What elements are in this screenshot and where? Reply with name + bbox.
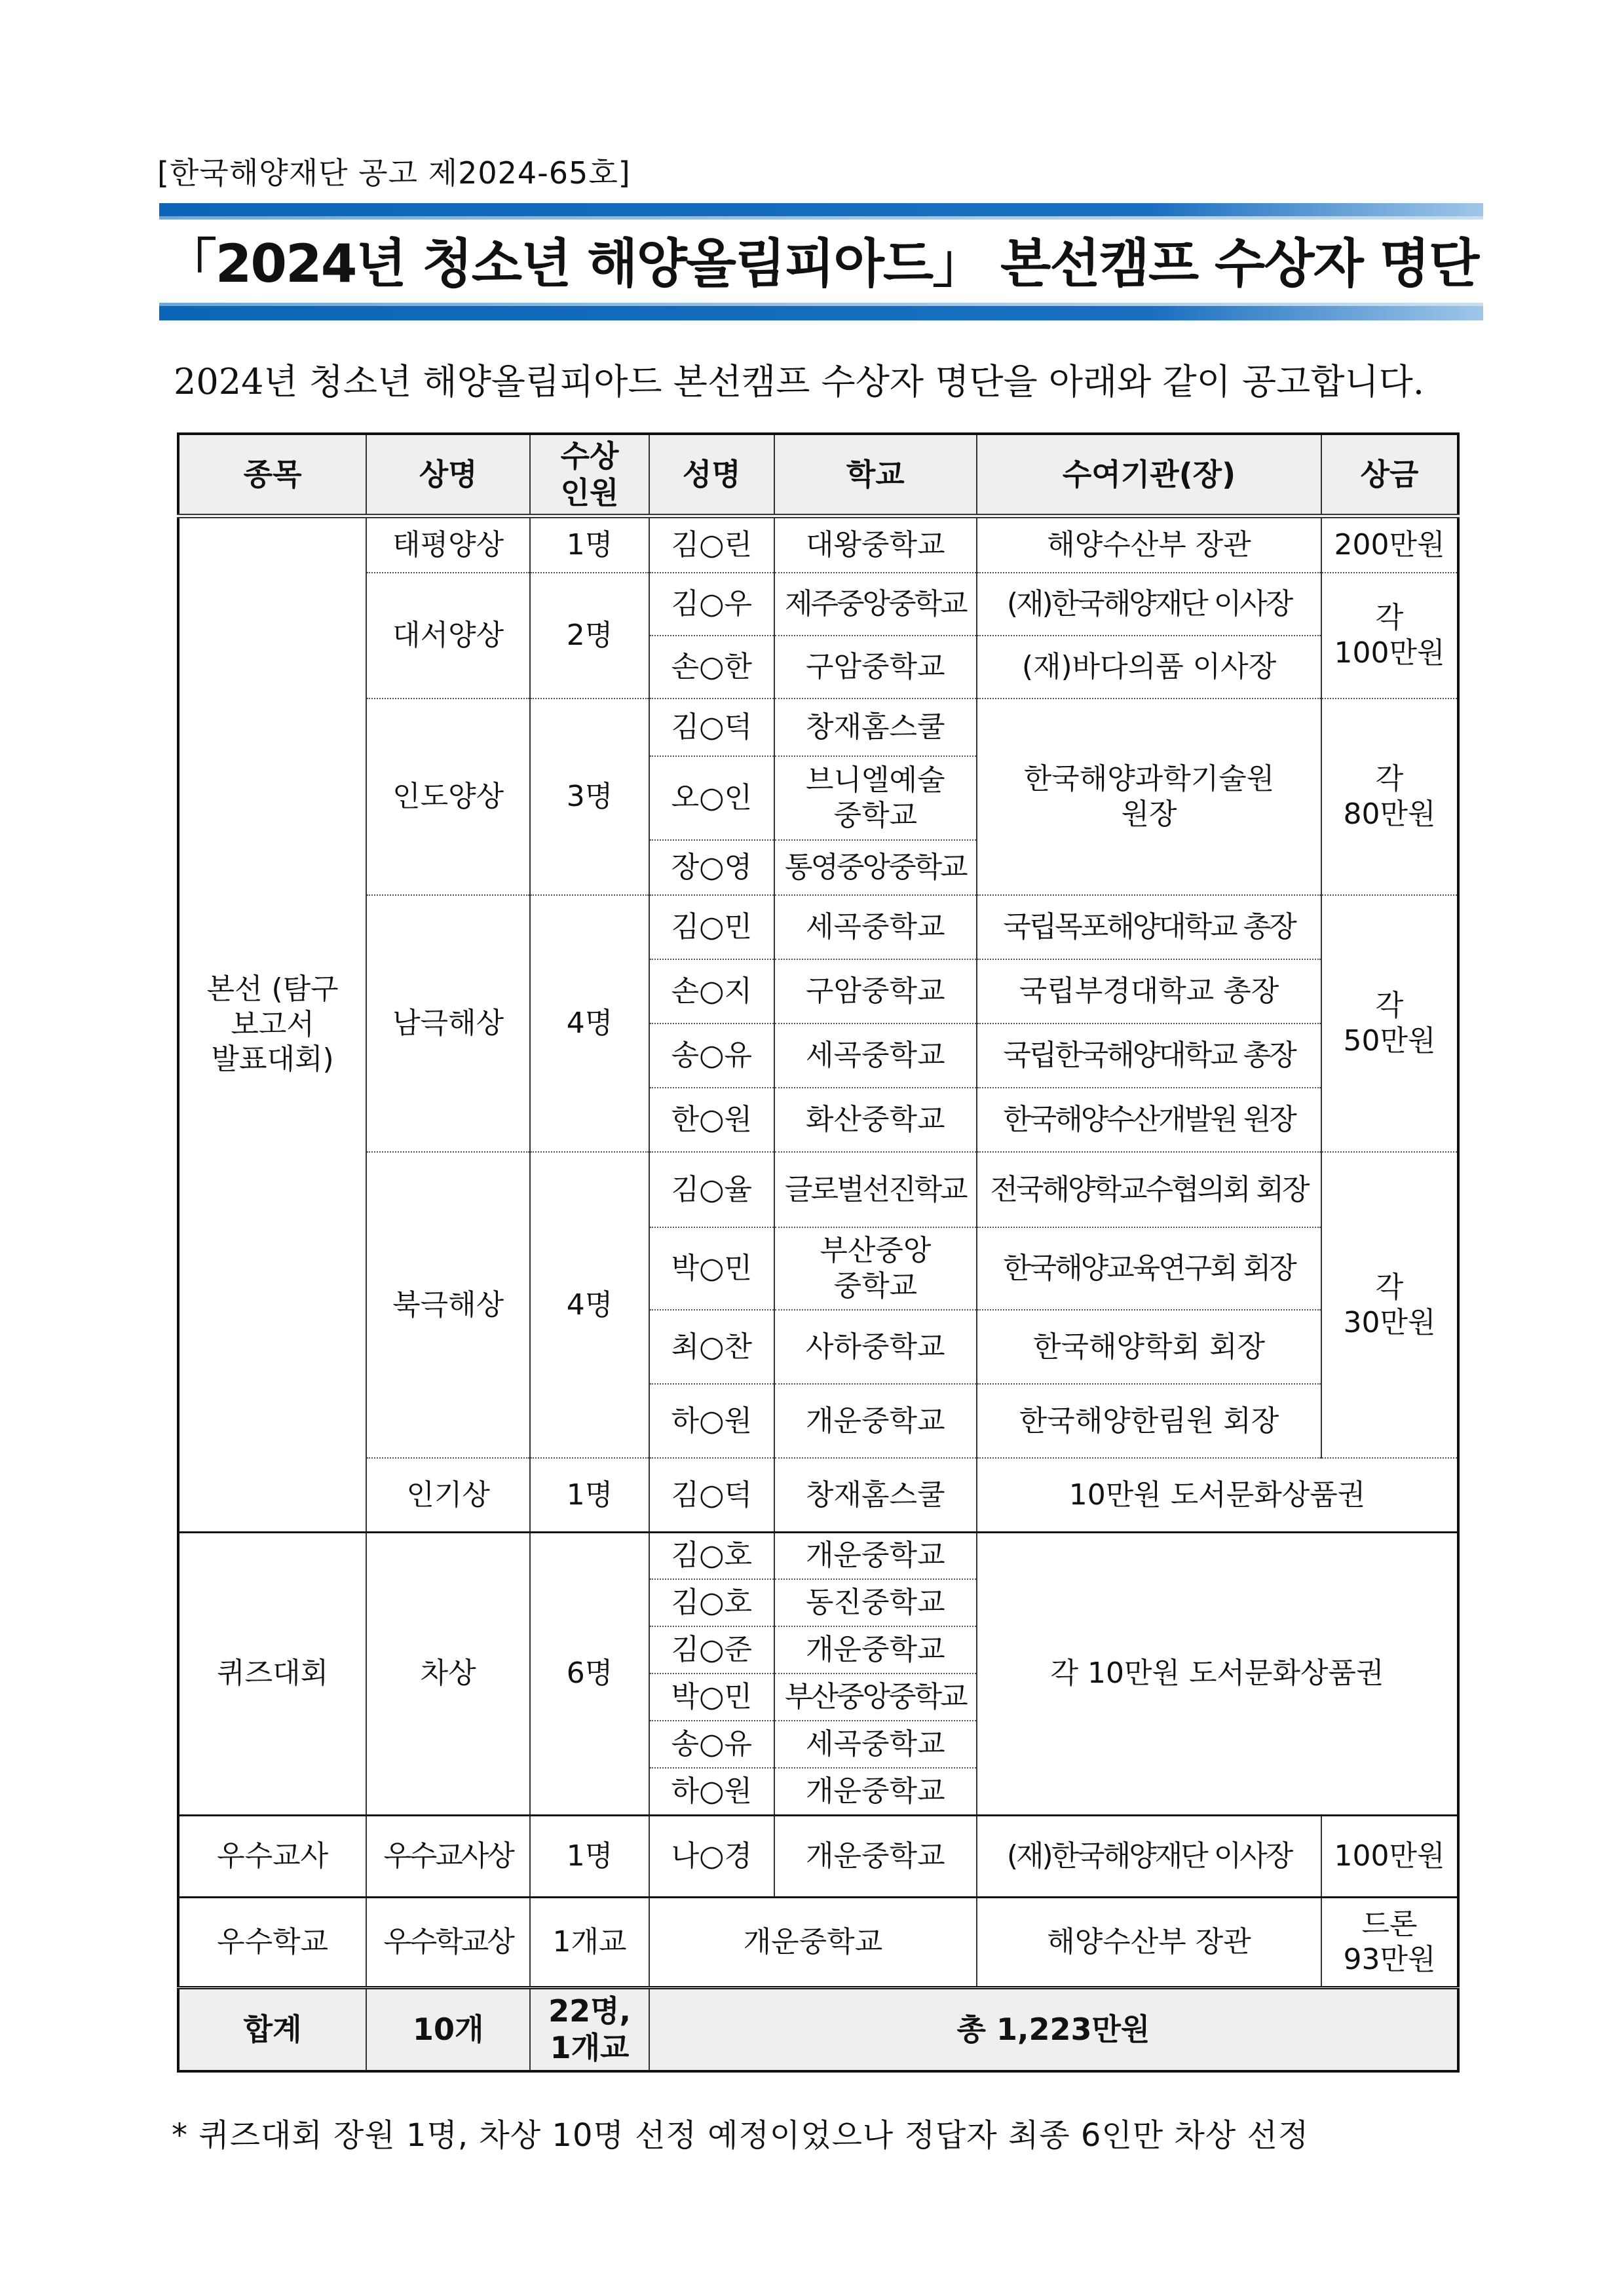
category-finals-line3: 발표대회) <box>211 1043 334 1077</box>
header-count-line1: 수상 <box>560 438 619 474</box>
title-bar-top-thin <box>159 216 1483 220</box>
intro-sentence: 2024년 청소년 해양올림피아드 본선캠프 수상자 명단을 아래와 같이 공고합니다. <box>174 361 1424 402</box>
title-bar-bottom <box>159 306 1483 320</box>
prize: 100만원 <box>1321 1815 1458 1897</box>
header-name: 성명 <box>649 434 774 516</box>
awardee-name: 김○율 <box>649 1152 774 1227</box>
count-daeseo: 2명 <box>530 573 649 698</box>
total-count-line2: 1개교 <box>550 2030 630 2066</box>
table-row <box>178 1815 1458 1897</box>
presenter-indo-line2: 원장 <box>1121 797 1177 831</box>
awardee-school: 개운중학교 <box>774 1384 977 1458</box>
header-presenter: 수여기관(장) <box>977 434 1321 516</box>
header-category: 종목 <box>178 434 366 516</box>
awardee-name: 김○덕 <box>649 1458 774 1532</box>
award-taepyeong: 태평양상 <box>366 516 530 573</box>
header-count-line2: 인원 <box>560 474 619 510</box>
presenter-indo <box>977 698 1321 895</box>
title-bar-top <box>159 203 1483 216</box>
school-line1: 브니엘예술 <box>806 763 945 797</box>
table-row <box>178 1458 1458 1532</box>
count-quiz: 6명 <box>530 1532 649 1815</box>
award-namgeuk: 남극해상 <box>366 895 530 1152</box>
awardee-name: 김○민 <box>649 895 774 959</box>
school-line1: 부산중앙 <box>820 1234 932 1268</box>
count-teacher: 1명 <box>530 1815 649 1897</box>
awardee-school: 세곡중학교 <box>774 1721 977 1768</box>
awardee-table <box>177 432 1460 2073</box>
presenter: 한국해양학회 회장 <box>977 1310 1321 1384</box>
award-popular: 인기상 <box>366 1458 530 1532</box>
table-row <box>178 516 1458 573</box>
prize-bukgeuk <box>1321 1152 1458 1458</box>
awardee-name: 장○영 <box>649 840 774 895</box>
awardee-name: 한○원 <box>649 1088 774 1152</box>
awardee-name: 김○우 <box>649 573 774 636</box>
awardee-name: 송○유 <box>649 1721 774 1768</box>
table-row <box>178 895 1458 959</box>
awardee-school: 통영중앙중학교 <box>774 840 977 895</box>
count-taepyeong: 1명 <box>530 516 649 573</box>
awardee-school: 구암중학교 <box>774 959 977 1024</box>
total-awards: 10개 <box>366 1987 530 2071</box>
awardee-name: 김○호 <box>649 1532 774 1579</box>
presenter: 한국해양수산개발원 원장 <box>977 1088 1321 1152</box>
awardee-school: 구암중학교 <box>774 636 977 698</box>
count-school: 1개교 <box>530 1897 649 1987</box>
header-award: 상명 <box>366 434 530 516</box>
table-row <box>178 698 1458 756</box>
awardee-name: 나○경 <box>649 1815 774 1897</box>
notice-number: [한국해양재단 공고 제2024-65호] <box>157 155 631 191</box>
awardee-name: 김○덕 <box>649 698 774 756</box>
awardee-school: 세곡중학교 <box>774 1024 977 1088</box>
presenter: (재)한국해양재단 이사장 <box>977 573 1321 636</box>
awardee-name: 오○인 <box>649 756 774 840</box>
category-quiz: 퀴즈대회 <box>178 1532 366 1815</box>
footnote: * 퀴즈대회 장원 1명, 차상 10명 선정 예정이었으나 정답자 최종 6인만 차상 선정 <box>172 2117 1310 2154</box>
awardee-name: 하○원 <box>649 1384 774 1458</box>
count-bukgeuk: 4명 <box>530 1152 649 1458</box>
awardee-school: 개운중학교 <box>649 1897 977 1987</box>
prize-popular: 10만원 도서문화상품권 <box>977 1458 1458 1532</box>
award-teacher: 우수교사상 <box>366 1815 530 1897</box>
awardee-school: 제주중앙중학교 <box>774 573 977 636</box>
awardee-school: 글로벌선진학교 <box>774 1152 977 1227</box>
awardee-name: 최○찬 <box>649 1310 774 1384</box>
presenter-indo-line1: 한국해양과학기술원 <box>1023 762 1275 796</box>
awardee-school: 화산중학교 <box>774 1088 977 1152</box>
prize-bukgeuk-line1: 각 <box>1375 1270 1404 1304</box>
header-school: 학교 <box>774 434 977 516</box>
awardee-school: 창재홈스쿨 <box>774 698 977 756</box>
table-row <box>178 573 1458 636</box>
prize-namgeuk-line1: 각 <box>1375 989 1404 1023</box>
prize-indo-line2: 80만원 <box>1343 797 1436 831</box>
presenter: 해양수산부 장관 <box>977 1897 1321 1987</box>
award-school: 우수학교상 <box>366 1897 530 1987</box>
prize-bukgeuk-line2: 30만원 <box>1343 1305 1436 1339</box>
presenter: (재)바다의품 이사장 <box>977 636 1321 698</box>
presenter: 한국해양교육연구회 회장 <box>977 1227 1321 1310</box>
awardee-name: 김○호 <box>649 1579 774 1626</box>
award-quiz: 차상 <box>366 1532 530 1815</box>
awardee-name: 손○한 <box>649 636 774 698</box>
prize-daeseo <box>1321 573 1458 698</box>
table-header-row <box>178 434 1458 516</box>
table-row <box>178 1152 1458 1227</box>
presenter: 전국해양학교수협의회 회장 <box>977 1152 1321 1227</box>
awardee-school: 부산중앙중학교 <box>774 1674 977 1721</box>
presenter: (재)한국해양재단 이사장 <box>977 1815 1321 1897</box>
award-daeseo: 대서양상 <box>366 573 530 698</box>
awardee-name: 김○린 <box>649 516 774 573</box>
total-count-line1: 22명, <box>548 1993 632 2029</box>
awardee-school: 사하중학교 <box>774 1310 977 1384</box>
prize-school-line1: 드론 <box>1361 1907 1418 1941</box>
page-title: 「2024년 청소년 해양올림피아드」 본선캠프 수상자 명단 <box>164 233 1479 294</box>
total-row <box>178 1987 1458 2071</box>
prize-school <box>1321 1897 1458 1987</box>
awardee-school: 개운중학교 <box>774 1626 977 1674</box>
total-amount: 총 1,223만원 <box>649 1987 1458 2071</box>
category-finals <box>178 516 366 1532</box>
awardee-school <box>774 1227 977 1310</box>
count-namgeuk: 4명 <box>530 895 649 1152</box>
awardee-school: 창재홈스쿨 <box>774 1458 977 1532</box>
category-school: 우수학교 <box>178 1897 366 1987</box>
count-indo: 3명 <box>530 698 649 895</box>
awardee-school <box>774 756 977 840</box>
total-label: 합계 <box>178 1987 366 2071</box>
award-indo: 인도양상 <box>366 698 530 895</box>
school-line2: 중학교 <box>833 799 918 832</box>
prize-daeseo-line1: 각 <box>1375 601 1404 635</box>
awardee-name: 송○유 <box>649 1024 774 1088</box>
category-finals-line2: 보고서 <box>231 1007 314 1041</box>
prize-indo-line1: 각 <box>1375 762 1404 796</box>
awardee-school: 개운중학교 <box>774 1815 977 1897</box>
awardee-name: 하○원 <box>649 1768 774 1815</box>
prize-daeseo-line2: 100만원 <box>1334 636 1445 670</box>
count-popular: 1명 <box>530 1458 649 1532</box>
award-bukgeuk: 북극해상 <box>366 1152 530 1458</box>
presenter: 해양수산부 장관 <box>977 516 1321 573</box>
awardee-name: 김○준 <box>649 1626 774 1674</box>
presenter: 국립목포해양대학교 총장 <box>977 895 1321 959</box>
awardee-school: 개운중학교 <box>774 1532 977 1579</box>
awardee-school: 대왕중학교 <box>774 516 977 573</box>
prize: 200만원 <box>1321 516 1458 573</box>
presenter: 국립한국해양대학교 총장 <box>977 1024 1321 1088</box>
awardee-school: 개운중학교 <box>774 1768 977 1815</box>
awardee-name: 박○민 <box>649 1674 774 1721</box>
category-finals-line1: 본선 (탐구 <box>206 972 339 1006</box>
awardee-school: 동진중학교 <box>774 1579 977 1626</box>
category-teacher: 우수교사 <box>178 1815 366 1897</box>
prize-indo <box>1321 698 1458 895</box>
header-count <box>530 434 649 516</box>
total-count <box>530 1987 649 2071</box>
prize-quiz: 각 10만원 도서문화상품권 <box>977 1532 1458 1815</box>
prize-namgeuk-line2: 50만원 <box>1343 1024 1436 1058</box>
presenter: 국립부경대학교 총장 <box>977 959 1321 1024</box>
table-row <box>178 1532 1458 1579</box>
awardee-name: 박○민 <box>649 1227 774 1310</box>
school-line2: 중학교 <box>833 1269 918 1303</box>
awardee-school: 세곡중학교 <box>774 895 977 959</box>
prize-school-line2: 93만원 <box>1343 1942 1436 1976</box>
prize-namgeuk <box>1321 895 1458 1152</box>
table-row <box>178 1897 1458 1987</box>
presenter: 한국해양한림원 회장 <box>977 1384 1321 1458</box>
awardee-name: 손○지 <box>649 959 774 1024</box>
header-prize: 상금 <box>1321 434 1458 516</box>
